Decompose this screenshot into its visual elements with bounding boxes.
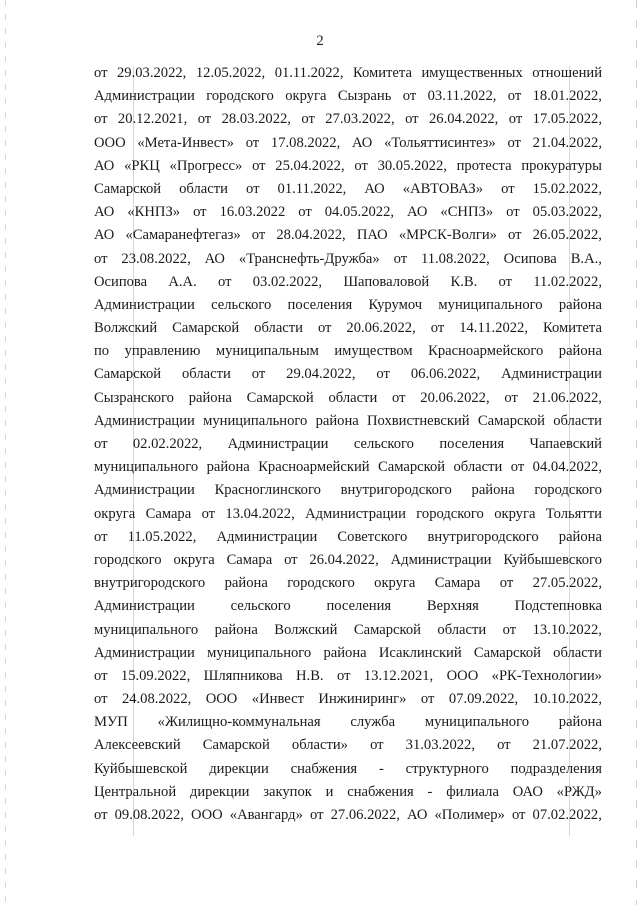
text-word: 25.04.2022, — [275, 157, 345, 174]
text-word: по — [94, 343, 110, 360]
text-word: 30.05.2022, — [377, 157, 447, 174]
text-word: Сызранского — [94, 389, 174, 406]
text-word: 31.03.2022, — [405, 737, 475, 754]
text-word: района — [214, 621, 258, 638]
text-word: Самара — [226, 551, 273, 568]
text-word: и — [325, 783, 334, 800]
text-word: от — [193, 204, 207, 221]
text-word: Комитета — [542, 320, 602, 337]
text-word: 02.02.2022, — [132, 436, 203, 452]
text-word: АО — [94, 227, 115, 244]
text-word: от — [94, 111, 108, 128]
text-word: К.В. — [450, 273, 478, 290]
text-word: от — [354, 157, 368, 174]
text-word: от — [393, 250, 408, 267]
text-word: городского — [534, 482, 602, 499]
text-word: «Жилищно-коммунальная — [157, 714, 321, 731]
text-word: Шаповаловой — [343, 273, 430, 290]
text-word: Администрации — [227, 436, 329, 452]
text-word: Самарской — [477, 412, 545, 429]
text-word: 27.03.2022, — [325, 111, 395, 128]
text-word: области — [328, 389, 378, 406]
text-word: муниципального — [203, 412, 308, 429]
text-word: района — [558, 343, 602, 360]
text-line — [94, 526, 602, 549]
text-line — [94, 688, 602, 711]
text-line — [94, 132, 602, 155]
text-word: «Транснефть-Дружба» — [238, 250, 380, 267]
text-word: Самара — [145, 505, 192, 522]
text-word: округа — [285, 88, 327, 105]
text-word: от — [499, 575, 514, 592]
text-word: Администрации — [305, 505, 406, 522]
text-word: 04.05.2022, — [324, 204, 395, 221]
text-word: от — [508, 111, 523, 128]
text-word: Комитета — [352, 65, 412, 81]
text-line — [94, 665, 602, 688]
text-line — [94, 433, 602, 456]
text-word: АО — [407, 204, 428, 221]
text-word: Исаклинский — [378, 644, 462, 661]
text-line — [94, 271, 602, 294]
scan-edge-left — [5, 0, 6, 905]
text-word: 01.11.2022, — [274, 65, 344, 81]
text-word: района — [188, 389, 232, 406]
text-word: от — [94, 528, 108, 545]
text-word: управлению — [124, 343, 201, 360]
text-word: городского — [206, 88, 274, 105]
text-word: района — [315, 412, 359, 429]
text-line — [94, 642, 602, 665]
text-word: АО — [351, 134, 373, 151]
text-line — [94, 549, 602, 572]
text-word: области — [553, 412, 602, 429]
text-word: от — [405, 111, 419, 128]
text-word: имущественных — [421, 65, 523, 81]
text-word: 09.08.2022, — [114, 807, 184, 823]
text-word: 06.06.2022, — [410, 366, 481, 383]
text-word: муниципального — [207, 644, 312, 661]
text-word: области — [254, 320, 303, 337]
text-line — [94, 595, 602, 618]
text-word: 03.11.2022, — [427, 88, 497, 105]
text-word: поселения — [326, 598, 392, 615]
text-line — [94, 781, 602, 804]
text-word: Администрации — [94, 482, 195, 499]
text-word: Похвистневский — [367, 412, 470, 429]
text-word: от — [245, 134, 260, 151]
text-line — [94, 85, 602, 108]
text-word: от — [506, 204, 520, 221]
text-word: 28.03.2022, — [221, 111, 291, 128]
text-word: Самарской — [172, 320, 240, 337]
text-word: ООО — [205, 691, 238, 708]
text-word: от — [497, 737, 511, 754]
text-word: Администрации — [94, 644, 195, 661]
text-word: 27.05.2022, — [532, 575, 602, 592]
text-word: 04.04.2022, — [532, 459, 602, 476]
text-word: А.А. — [168, 273, 197, 290]
text-line — [94, 248, 602, 271]
text-word: района — [206, 459, 250, 476]
text-word: Волжский — [94, 320, 158, 337]
text-word: «СНПЗ» — [440, 204, 494, 221]
text-word: округа — [494, 505, 536, 522]
text-line — [94, 804, 602, 827]
text-word: 15.02.2022, — [532, 180, 602, 197]
text-word: от — [511, 807, 526, 823]
text-word: закупок — [263, 783, 312, 800]
text-word: от — [502, 621, 517, 638]
text-word: «КНПЗ» — [127, 204, 181, 221]
text-word: Чапаевский — [529, 436, 602, 452]
text-word: дирекции — [209, 760, 269, 777]
text-word: Самара — [434, 575, 481, 592]
text-word: 07.09.2022, — [448, 691, 519, 708]
text-word: Администрации — [94, 412, 195, 429]
text-word: от — [498, 273, 512, 290]
text-word: от — [94, 807, 108, 823]
text-word: служба — [350, 714, 396, 731]
text-word: внутригородского — [94, 575, 206, 592]
text-word: Центральной — [94, 783, 177, 800]
text-word: округа — [94, 505, 136, 522]
text-word: Волжский — [274, 621, 338, 638]
text-word: 07.02.2022, — [532, 807, 602, 823]
text-word: 26.04.2022, — [428, 111, 499, 128]
text-word: городского — [287, 575, 355, 592]
text-word: АО — [407, 807, 428, 823]
text-word: Курумоч — [368, 296, 423, 313]
text-line — [94, 734, 602, 757]
text-word: ООО — [191, 807, 223, 823]
text-line — [94, 410, 602, 433]
text-word: Н.В. — [296, 667, 324, 684]
text-word: от — [251, 366, 266, 383]
text-word: от — [376, 366, 390, 383]
text-word: «Самаранефтегаз» — [125, 227, 241, 244]
text-word: от — [94, 250, 108, 267]
text-word: 28.04.2022, — [276, 227, 346, 244]
text-word: области — [437, 621, 487, 638]
text-word: снабжения — [347, 783, 414, 800]
text-word: - — [427, 783, 433, 800]
text-word: района — [558, 528, 602, 545]
text-word: от — [252, 157, 266, 174]
text-word: ОАО — [512, 783, 543, 800]
text-word: от — [336, 667, 351, 684]
text-word: сельского — [211, 296, 272, 313]
text-word: 20.06.2022, — [346, 320, 416, 337]
text-line — [94, 201, 602, 224]
text-word: округа — [173, 551, 215, 568]
text-word: 18.01.2022, — [532, 88, 602, 105]
text-word: 13.10.2022, — [532, 621, 602, 638]
text-word: 14.11.2022, — [459, 320, 528, 337]
text-word: от — [94, 691, 108, 708]
text-word: области — [182, 366, 231, 383]
text-word: поселения — [287, 296, 353, 313]
text-word: сельского — [230, 598, 291, 615]
text-word: ООО — [446, 667, 479, 684]
text-word: Советского — [337, 528, 408, 545]
text-word: 12.05.2022, — [195, 65, 266, 81]
text-line — [94, 363, 602, 386]
text-line — [94, 479, 602, 502]
text-word: «Авангард» — [229, 807, 303, 823]
text-word: Осипова — [503, 250, 557, 267]
text-word: от — [251, 227, 266, 244]
text-line — [94, 178, 602, 201]
text-word: от — [94, 436, 108, 452]
text-word: 11.08.2022, — [420, 250, 490, 267]
text-line — [94, 340, 602, 363]
body-text — [94, 62, 602, 827]
text-word: 27.06.2022, — [330, 807, 400, 823]
text-word: от — [430, 320, 445, 337]
text-word: от — [284, 551, 298, 568]
text-word: района — [323, 644, 367, 661]
text-word: «АВТОВАЗ» — [402, 180, 484, 197]
text-word: от — [298, 204, 312, 221]
text-word: городского — [416, 505, 484, 522]
text-word: 17.05.2022, — [532, 111, 602, 128]
text-word: подразделения — [510, 760, 602, 777]
text-line — [94, 155, 602, 178]
text-word: муниципального — [438, 296, 543, 313]
text-word: Самарской — [202, 737, 270, 754]
text-word: от — [402, 88, 417, 105]
text-line — [94, 711, 602, 734]
text-line — [94, 572, 602, 595]
text-word: 21.04.2022, — [532, 134, 602, 151]
text-word: Администрации — [216, 528, 318, 545]
text-word: 26.05.2022, — [532, 227, 602, 244]
text-word: Администрации — [94, 88, 195, 105]
text-word: отношений — [532, 65, 602, 81]
text-word: от — [510, 459, 525, 476]
text-word: муниципального — [94, 459, 199, 476]
text-word: 21.06.2022, — [532, 389, 602, 406]
text-word: 20.12.2021, — [117, 111, 188, 128]
text-word: Самарской — [378, 459, 446, 476]
text-word: от — [94, 65, 108, 81]
text-word: «РКЦ — [124, 157, 160, 174]
text-line — [94, 62, 602, 85]
text-word: В.А., — [570, 250, 602, 267]
text-word: от — [392, 389, 406, 406]
scan-edge-right — [636, 0, 637, 905]
text-line — [94, 224, 602, 247]
text-word: 11.05.2022, — [127, 528, 197, 545]
text-word: от — [507, 134, 521, 151]
text-word: внутригородского — [340, 482, 452, 499]
text-word: Осипова — [94, 273, 148, 290]
text-word: 11.02.2022, — [533, 273, 602, 290]
text-word: 29.03.2022, — [117, 65, 187, 81]
text-word: Красноармейский — [258, 459, 370, 476]
text-word: района — [224, 575, 268, 592]
text-word: Подстепновка — [514, 598, 602, 615]
text-word: области — [453, 459, 503, 476]
text-word: 13.04.2022, — [225, 505, 295, 522]
text-line — [94, 317, 602, 340]
text-word: «Мета-Инвест» — [137, 134, 234, 151]
text-word: Администрации — [94, 598, 195, 615]
text-word: от — [507, 88, 522, 105]
text-word: Красноармейского — [428, 343, 544, 360]
text-word: «Тольяттисинтез» — [384, 134, 496, 151]
text-word: 15.09.2022, — [120, 667, 191, 684]
text-word: 10.10.2022, — [532, 691, 602, 708]
text-word: «РК-Технологии» — [491, 667, 602, 684]
text-word: 23.08.2022, — [121, 250, 191, 267]
text-word: Красноглинского — [214, 482, 321, 499]
text-word: 01.11.2022, — [277, 180, 347, 197]
text-word: 24.08.2022, — [121, 691, 192, 708]
page-number: 2 — [316, 33, 324, 49]
text-line — [94, 503, 602, 526]
text-word: имуществом — [334, 343, 413, 360]
text-word: Самарской — [94, 366, 162, 383]
text-word: 03.02.2022, — [252, 273, 323, 290]
text-word: структурного — [405, 760, 489, 777]
text-word: Тольятти — [545, 505, 602, 522]
text-word: 05.03.2022, — [532, 204, 602, 221]
text-word: дирекции — [189, 783, 250, 800]
text-word: 17.08.2022, — [270, 134, 341, 151]
text-word: от — [370, 737, 384, 754]
text-word: сельского — [353, 436, 414, 452]
text-word: от — [245, 180, 260, 197]
text-word: Куйбышевской — [94, 760, 188, 777]
text-word: внутригородского — [427, 528, 539, 545]
text-line — [94, 619, 602, 642]
text-word: филиала — [446, 783, 499, 800]
text-word: муниципального — [94, 621, 199, 638]
text-word: Самарской — [94, 180, 162, 197]
text-word: «МРСК-Волги» — [398, 227, 497, 244]
text-word: ПАО — [356, 227, 388, 244]
text-line — [94, 108, 602, 131]
text-word: Куйбышевского — [503, 551, 602, 568]
text-word: - — [378, 760, 384, 777]
text-word: от — [317, 320, 332, 337]
text-word: 16.03.2022 — [219, 204, 286, 221]
text-line — [94, 456, 602, 479]
text-word: от — [197, 111, 212, 128]
text-line — [94, 387, 602, 410]
text-word: муниципальным — [215, 343, 319, 360]
text-word: от — [508, 227, 522, 244]
text-word: области — [553, 644, 602, 661]
text-word: Администрации — [501, 366, 602, 383]
text-word: Шляпникова — [203, 667, 283, 684]
text-word: от — [501, 180, 515, 197]
text-word: района — [471, 482, 515, 499]
text-word: Инжиниринг» — [318, 691, 407, 708]
text-word: 29.04.2022, — [286, 366, 356, 383]
text-word: Самарской — [353, 621, 421, 638]
text-word: «Инвест — [251, 691, 304, 708]
text-line — [94, 294, 602, 317]
text-word: от — [420, 691, 435, 708]
text-word: муниципального — [424, 714, 529, 731]
text-word: Самарской — [246, 389, 314, 406]
text-word: снабжения — [290, 760, 358, 777]
text-word: области» — [291, 737, 348, 754]
text-word: МУП — [94, 714, 128, 731]
text-word: 13.12.2021, — [363, 667, 434, 684]
text-word: «Прогресс» — [169, 157, 243, 174]
text-word: Администрации — [94, 296, 195, 313]
text-word: от — [301, 111, 315, 128]
text-word: от — [310, 807, 324, 823]
text-word: АО — [364, 180, 385, 197]
text-word: 21.07.2022, — [532, 737, 602, 754]
text-word: области — [179, 180, 228, 197]
text-word: от — [201, 505, 216, 522]
text-word: АО — [204, 250, 225, 267]
text-word: «Полимер» — [434, 807, 505, 823]
text-word: 26.04.2022, — [309, 551, 379, 568]
text-word: «РЖД» — [556, 783, 602, 800]
text-word: АО — [94, 204, 115, 221]
text-word: округа — [374, 575, 416, 592]
text-word: городского — [94, 551, 162, 568]
text-word: 20.06.2022, — [420, 389, 490, 406]
text-word: Сызрань — [337, 88, 392, 105]
text-word: поселения — [439, 436, 505, 452]
text-word: прокуратуры — [521, 157, 602, 174]
text-word: от — [94, 667, 108, 684]
text-word: Верхняя — [426, 598, 479, 615]
text-word: района — [558, 296, 602, 313]
text-word: ООО — [94, 134, 126, 151]
text-line — [94, 758, 602, 781]
text-word: района — [558, 714, 602, 731]
text-word: Администрации — [390, 551, 492, 568]
text-word: Алексеевский — [94, 737, 181, 754]
text-word: от — [504, 389, 518, 406]
text-word: от — [218, 273, 232, 290]
text-word: Самарской — [473, 644, 541, 661]
text-word: протеста — [456, 157, 512, 174]
text-word: АО — [94, 157, 115, 174]
